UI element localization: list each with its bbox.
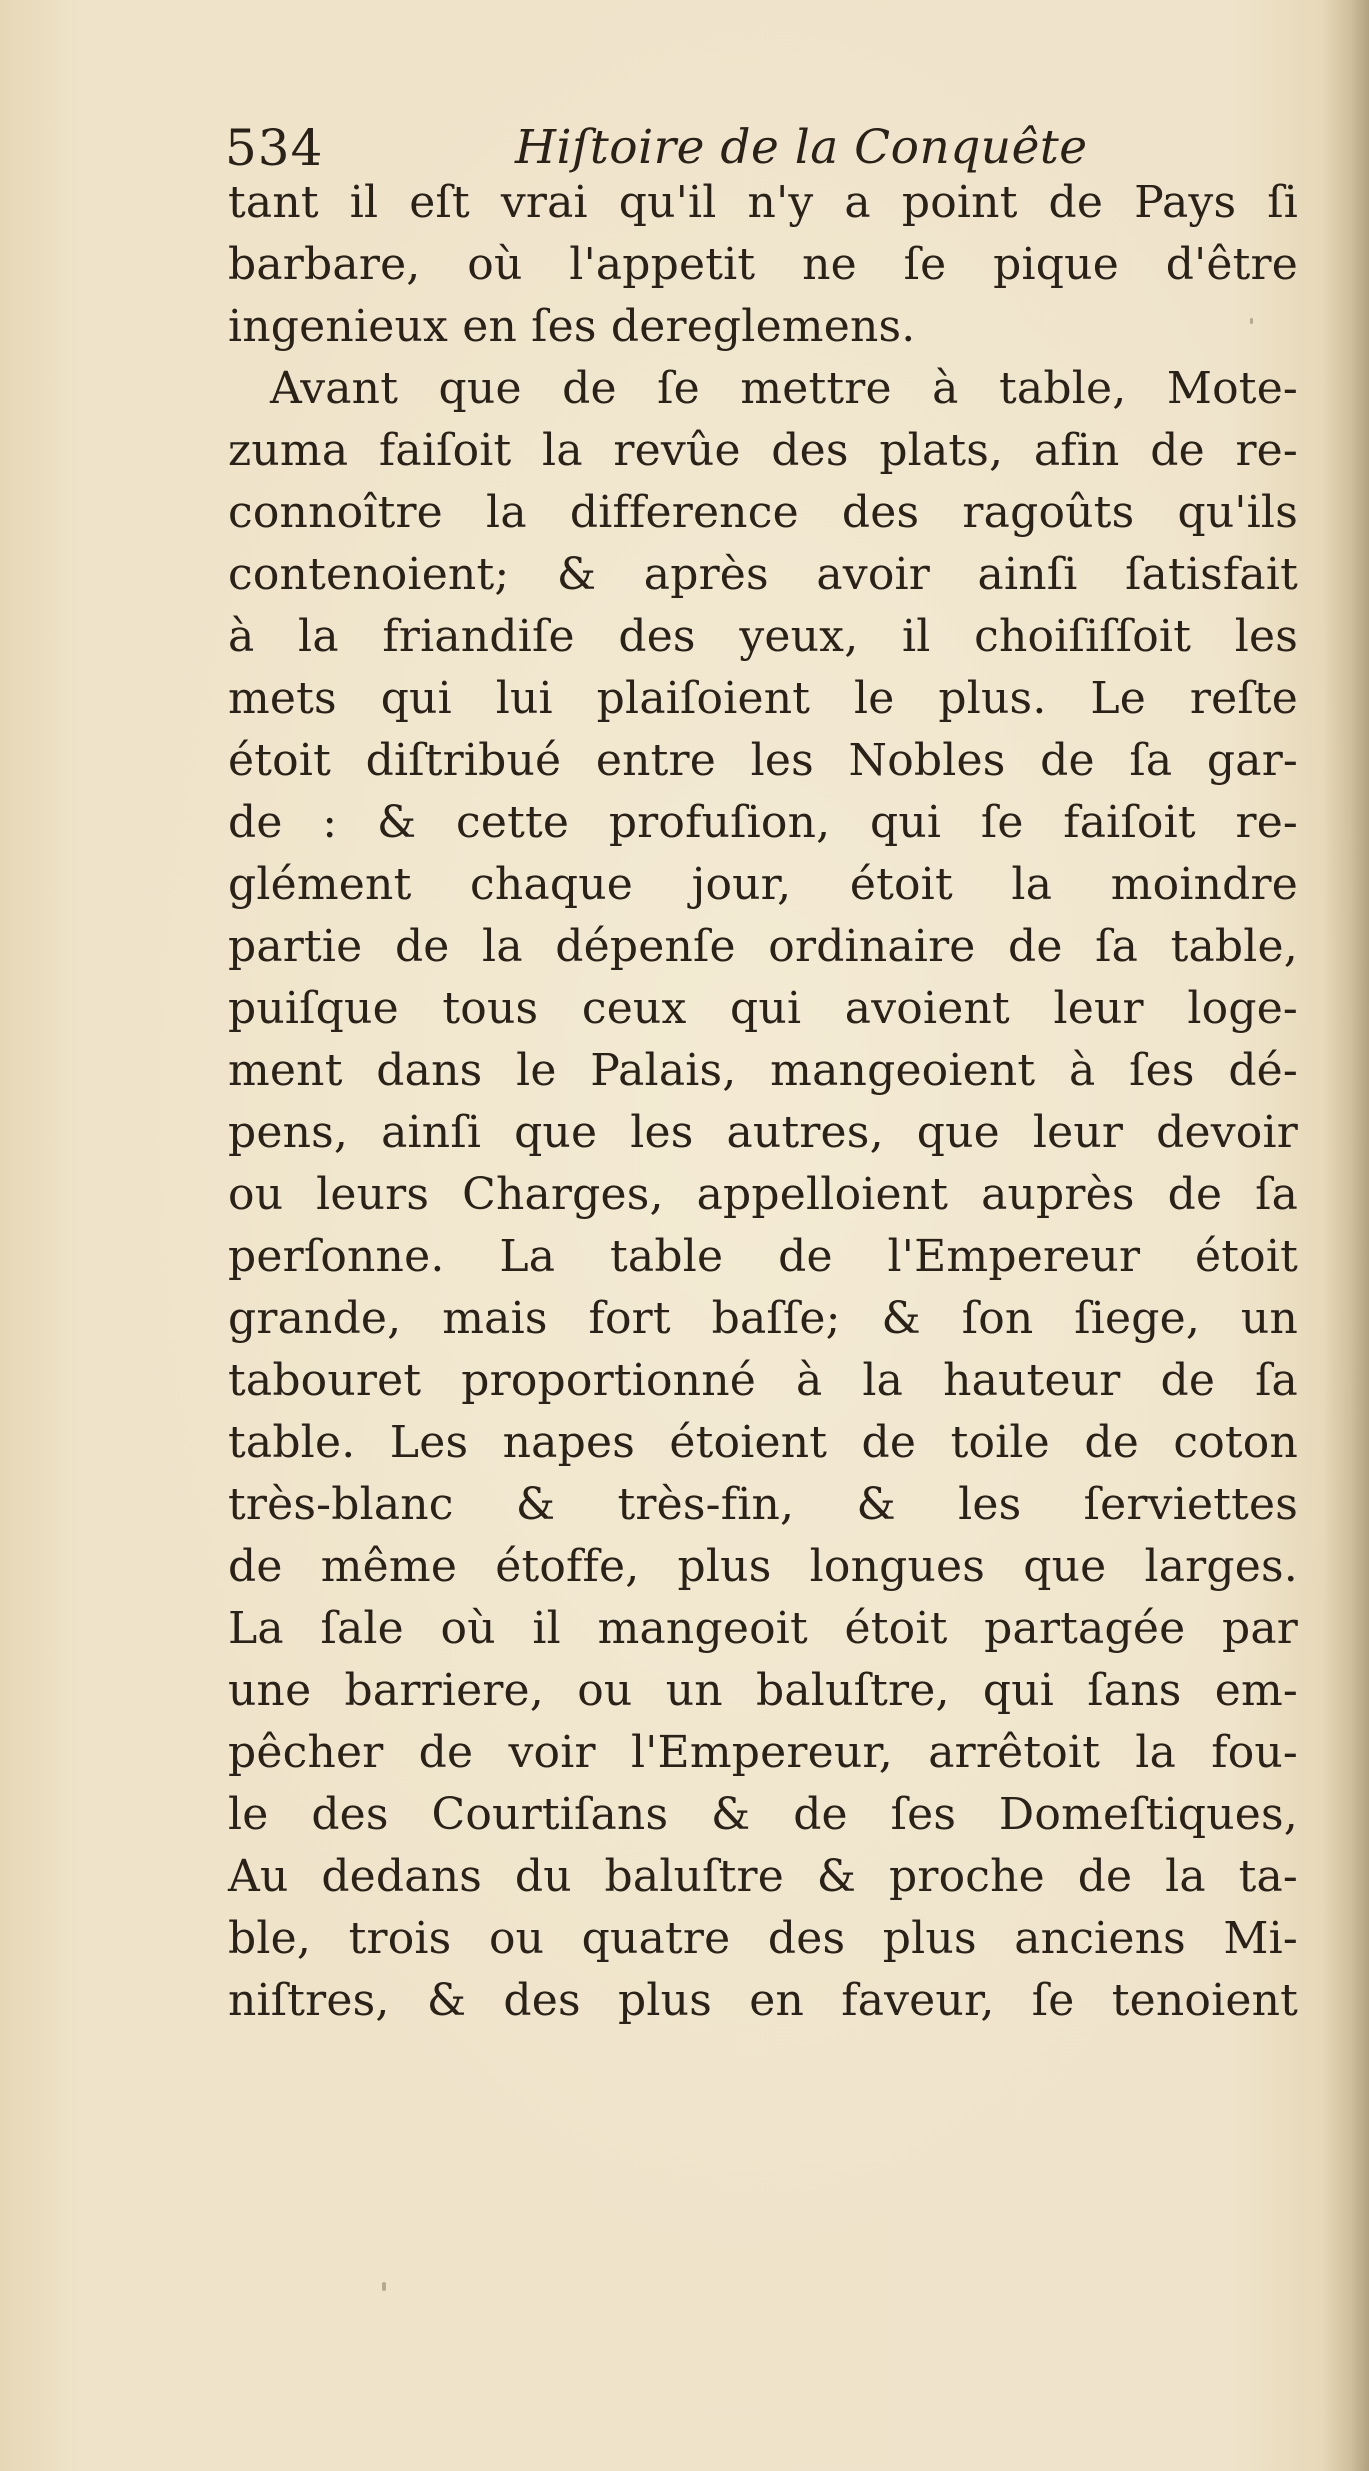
text-line: La ſale où il mangeoit étoit partagée par — [228, 1603, 1298, 1654]
text-line: grande, mais fort baſſe; & ſon ſiege, un — [228, 1293, 1298, 1344]
text-line: de même étoffe, plus longues que larges. — [228, 1541, 1298, 1592]
text-line: pêcher de voir l'Empereur, arrêtoit la fou- — [228, 1727, 1298, 1778]
text-line: niſtres, & des plus en faveur, ſe tenoient — [228, 1975, 1298, 2026]
text-line: zuma faiſoit la revûe des plats, afin de re- — [228, 425, 1298, 476]
text-line: une barriere, ou un baluſtre, qui ſans em- — [228, 1665, 1298, 1716]
text-line: mets qui lui plaiſoient le plus. Le reſte — [228, 673, 1298, 724]
paper-speck — [382, 2282, 386, 2291]
text-line: de : & cette profuſion, qui ſe faiſoit re- — [228, 797, 1298, 848]
page-number: 534 — [225, 119, 324, 177]
text-line: puiſque tous ceux qui avoient leur loge- — [228, 983, 1298, 1034]
text-line: glément chaque jour, étoit la moindre — [228, 859, 1298, 910]
text-line: tabouret proportionné à la hauteur de ſa — [228, 1355, 1298, 1406]
text-line: Avant que de ſe mettre à table, Mote- — [270, 363, 1298, 414]
text-line: partie de la dépenſe ordinaire de ſa table, — [228, 921, 1298, 972]
text-line: barbare, où l'appetit ne ſe pique d'être — [228, 239, 1298, 290]
text-line: connoître la difference des ragoûts qu'ils — [228, 487, 1298, 538]
text-line: contenoient; & après avoir ainſi ſatisfait — [228, 549, 1298, 600]
text-line: le des Courtiſans & de ſes Domeſtiques, — [228, 1789, 1298, 1840]
paper-speck — [1250, 318, 1253, 324]
text-line: perſonne. La table de l'Empereur étoit — [228, 1231, 1298, 1282]
text-line: ingenieux en ſes dereglemens. — [228, 301, 916, 352]
text-line: ment dans le Palais, mangeoient à ſes dé- — [228, 1045, 1298, 1096]
text-line: table. Les napes étoient de toile de coton — [228, 1417, 1298, 1468]
text-line: Au dedans du baluſtre & proche de la ta- — [228, 1851, 1298, 1902]
text-line: à la friandiſe des yeux, il choiſiſſoit les — [228, 611, 1298, 662]
text-line: tant il eſt vrai qu'il n'y a point de Pays ſi — [228, 177, 1298, 228]
text-line: ble, trois ou quatre des plus anciens Mi- — [228, 1913, 1298, 1964]
text-line: pens, ainſi que les autres, que leur devoir — [228, 1107, 1298, 1158]
body-text — [228, 172, 1298, 2032]
text-line: ou leurs Charges, appelloient auprès de ſa — [228, 1169, 1298, 1220]
page-gutter-shadow — [1323, 0, 1369, 2471]
running-title: Hiſtoire de la Conquête — [515, 120, 1088, 175]
text-line: étoit diſtribué entre les Nobles de ſa gar- — [228, 735, 1298, 786]
text-line: très-blanc & très-fin, & les ſerviettes — [228, 1479, 1298, 1530]
